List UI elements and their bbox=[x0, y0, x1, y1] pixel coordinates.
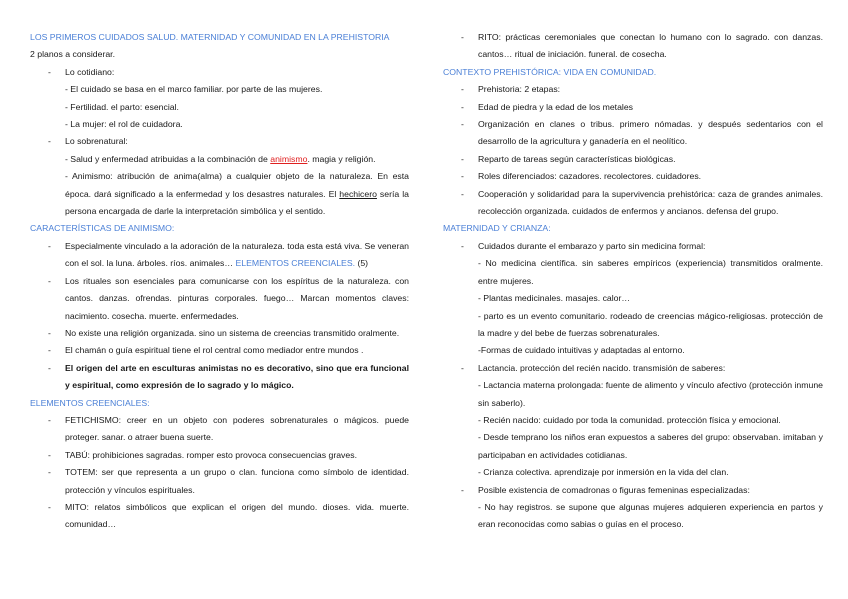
sub-item bbox=[443, 308, 823, 343]
sub-item bbox=[443, 342, 823, 359]
text-segment: Roles diferenciados: cazadores. recolectores. cuidadores. bbox=[478, 171, 702, 182]
text-segment: 2 planos a considerar. bbox=[30, 49, 115, 60]
sub-item bbox=[443, 464, 823, 481]
bullet-item bbox=[443, 168, 823, 185]
bullet-dash-icon: - bbox=[461, 153, 464, 164]
bullet-item bbox=[443, 151, 823, 168]
bullet-item bbox=[30, 360, 409, 395]
text-segment: - La mujer: el rol de cuidadora. bbox=[65, 119, 183, 130]
bullet-dash-icon: - bbox=[461, 119, 464, 130]
bullet-dash-icon: - bbox=[48, 345, 51, 356]
text-segment: Cuidados durante el embarazo y parto sin medicina formal: bbox=[478, 240, 706, 251]
bullet-dash-icon: - bbox=[461, 84, 464, 95]
sub-item bbox=[443, 412, 823, 429]
bullet-item bbox=[30, 412, 409, 447]
text-segment: Posible existencia de comadronas o figuras femeninas especializadas: bbox=[478, 484, 750, 495]
bullet-item bbox=[30, 64, 409, 81]
bullet-item bbox=[443, 99, 823, 116]
sub-item bbox=[443, 290, 823, 307]
bullet-dash-icon: - bbox=[48, 362, 51, 373]
text-segment: - Fertilidad. el parto: esencial. bbox=[65, 101, 179, 112]
sub-item bbox=[30, 116, 409, 133]
bullet-dash-icon: - bbox=[461, 362, 464, 373]
text-segment: El origen del arte en esculturas animistas no es decorativo, sino que era funcional y espiritual, como expresión de lo sagrado y lo mágico. bbox=[65, 362, 409, 391]
text-segment: Prehistoria: 2 etapas: bbox=[478, 84, 561, 95]
bullet-dash-icon: - bbox=[48, 327, 51, 338]
bullet-item bbox=[30, 133, 409, 150]
text-segment: Organización en clanes o tribus. primero nómadas. y después sedentarios con el desarrollo de la agricultura y ganadería en el neolítico. bbox=[478, 119, 823, 147]
text-segment: MATERNIDAD Y CRIANZA: bbox=[443, 223, 551, 234]
bullet-dash-icon: - bbox=[48, 66, 51, 77]
text-segment: CARACTERÍSTICAS DE ANIMISMO: bbox=[30, 223, 175, 234]
bullet-item bbox=[30, 325, 409, 342]
bullet-item bbox=[443, 116, 823, 151]
text-segment: Lo cotidiano: bbox=[65, 66, 115, 77]
text-segment: TOTEM: ser que representa a un grupo o clan. funciona como símbolo de identidad. protección y vínculos espirituales. bbox=[65, 467, 409, 495]
text-segment: MITO: relatos simbólicos que explican el origen del mundo. dioses. vida. muerte. comunidad… bbox=[65, 501, 409, 530]
left-column bbox=[30, 29, 409, 534]
text-segment: Lactancia. protección del recién nacido. transmisión de saberes: bbox=[478, 362, 726, 373]
text-segment: - Animismo: atribución de anima(alma) a cualquier objeto de la naturaleza. En esta época. dará significado a la enfermedad y los desastres naturales. El bbox=[65, 171, 409, 199]
section-heading bbox=[30, 29, 409, 46]
text-segment: - No hay registros. se supone que algunas mujeres adquieren experiencia en partos y eran reconocidas como sabias o guías en el proceso. bbox=[478, 501, 823, 530]
text-segment: Edad de piedra y la edad de los metales bbox=[478, 101, 634, 112]
text-segment: - Lactancia materna prolongada: fuente de alimento y vínculo afectivo (protección inmune sin saberlo). bbox=[478, 380, 823, 408]
bullet-item bbox=[443, 238, 823, 255]
bullet-dash-icon: - bbox=[48, 449, 51, 460]
text-segment: (5) bbox=[355, 258, 369, 269]
text-segment: sería la persona encargada de darle la interpretación simbólica y el sentido. bbox=[65, 188, 409, 217]
bullet-item bbox=[30, 499, 409, 534]
bullet-item bbox=[30, 273, 409, 325]
section-heading bbox=[30, 395, 409, 412]
text-segment: FETICHISMO: creer en un objeto con poderes sobrenaturales o mágicos. puede proteger. sanar. o atraer buena suerte. bbox=[65, 414, 409, 443]
text-segment: . magia y religión. bbox=[307, 153, 376, 164]
bullet-item bbox=[443, 360, 823, 377]
bullet-item bbox=[30, 238, 409, 273]
text-segment: - Salud y enfermedad atribuidas a la combinación de bbox=[65, 153, 271, 164]
bullet-dash-icon: - bbox=[48, 275, 51, 286]
right-column bbox=[443, 29, 823, 534]
text-segment: Los rituales son esenciales para comunicarse con los espíritus de la naturaleza. con cantos. danzas. ofrendas. pinturas corporales. fuego… Marcan momentos claves: nacimiento. cosecha. muerte. enfermedades. bbox=[65, 275, 409, 321]
bullet-dash-icon: - bbox=[461, 171, 464, 182]
text-segment: Cooperación y solidaridad para la supervivencia prehistórica: caza de grandes animales. recolección organizada. cuidados de enfermos y ancianos. defensa del grupo. bbox=[478, 188, 823, 217]
text-segment: CONTEXTO PREHISTÓRICA: VIDA EN COMUNIDAD. bbox=[443, 66, 657, 77]
text-segment: - Desde temprano los niños eran expuestos a saberes del grupo: observaban. imitaban y participaban en actividades cotidianas. bbox=[478, 432, 823, 460]
text-segment: -Formas de cuidado intuitivas y adaptadas al entorno. bbox=[478, 345, 685, 356]
bullet-dash-icon: - bbox=[461, 240, 464, 251]
text-segment: El chamán o guía espiritual tiene el rol central como mediador entre mundos . bbox=[65, 345, 364, 356]
bullet-dash-icon: - bbox=[461, 484, 464, 495]
highlighted-term: animismo bbox=[270, 153, 308, 164]
bullet-item bbox=[443, 482, 823, 499]
text-segment: TABÚ: prohibiciones sagradas. romper esto provoca consecuencias graves. bbox=[65, 449, 357, 460]
sub-item bbox=[443, 255, 823, 290]
sub-item bbox=[30, 168, 409, 220]
bullet-dash-icon: - bbox=[48, 501, 51, 512]
bullet-dash-icon: - bbox=[461, 188, 464, 199]
bullet-dash-icon: - bbox=[48, 467, 51, 478]
bullet-item bbox=[443, 29, 823, 64]
section-heading bbox=[443, 220, 823, 237]
underlined-term: hechicero bbox=[339, 188, 377, 199]
bullet-dash-icon: - bbox=[48, 136, 51, 147]
text-segment: - parto es un evento comunitario. rodeado de creencias mágico-religiosas. protección de la madre y del bebe de fuerzas sobrenaturales. bbox=[478, 310, 823, 338]
sub-item bbox=[30, 99, 409, 116]
inline-reference: ELEMENTOS CREENCIALES. bbox=[235, 258, 356, 269]
bullet-item bbox=[30, 464, 409, 499]
text-segment: Especialmente vinculado a la adoración de la naturaleza. toda esta está viva. Se veneran con el sol. la luna. árboles. ríos. animales… bbox=[65, 240, 409, 269]
text-segment: No existe una religión organizada. sino un sistema de creencias transmitido oralmente. bbox=[65, 327, 400, 338]
bullet-item bbox=[30, 342, 409, 359]
bullet-dash-icon: - bbox=[48, 240, 51, 251]
bullet-dash-icon: - bbox=[461, 32, 464, 42]
text-segment: Lo sobrenatural: bbox=[65, 136, 128, 147]
text-segment: LOS PRIMEROS CUIDADOS SALUD. MATERNIDAD Y COMUNIDAD EN LA PREHISTORIA bbox=[30, 32, 390, 42]
text-segment: - No medicina científica. sin saberes empíricos (experiencia) transmitidos oralmente. entre mujeres. bbox=[478, 258, 823, 286]
text-segment: ELEMENTOS CREENCIALES: bbox=[30, 397, 150, 408]
text-segment: - Plantas medicinales. masajes. calor… bbox=[478, 293, 631, 304]
bullet-dash-icon: - bbox=[48, 414, 51, 425]
bullet-item bbox=[30, 447, 409, 464]
bullet-item bbox=[443, 81, 823, 98]
sub-item bbox=[30, 151, 409, 168]
text-segment: - Crianza colectiva. aprendizaje por inmersión en la vida del clan. bbox=[478, 467, 729, 478]
text-segment: - El cuidado se basa en el marco familiar. por parte de las mujeres. bbox=[65, 84, 323, 95]
sub-item bbox=[443, 429, 823, 464]
section-heading bbox=[443, 64, 823, 81]
section-heading bbox=[30, 220, 409, 237]
text-segment: RITO: prácticas ceremoniales que conectan lo humano con lo sagrado. con danzas. cantos… ritual de iniciación. funeral. de cosecha. bbox=[478, 32, 823, 60]
text-segment: Reparto de tareas según características biológicas. bbox=[478, 153, 676, 164]
sub-item bbox=[443, 499, 823, 534]
bullet-dash-icon: - bbox=[461, 101, 464, 112]
sub-item bbox=[443, 377, 823, 412]
paragraph bbox=[30, 46, 409, 63]
text-segment: - Recién nacido: cuidado por toda la comunidad. protección física y emocional. bbox=[478, 414, 781, 425]
sub-item bbox=[30, 81, 409, 98]
bullet-item bbox=[443, 186, 823, 221]
